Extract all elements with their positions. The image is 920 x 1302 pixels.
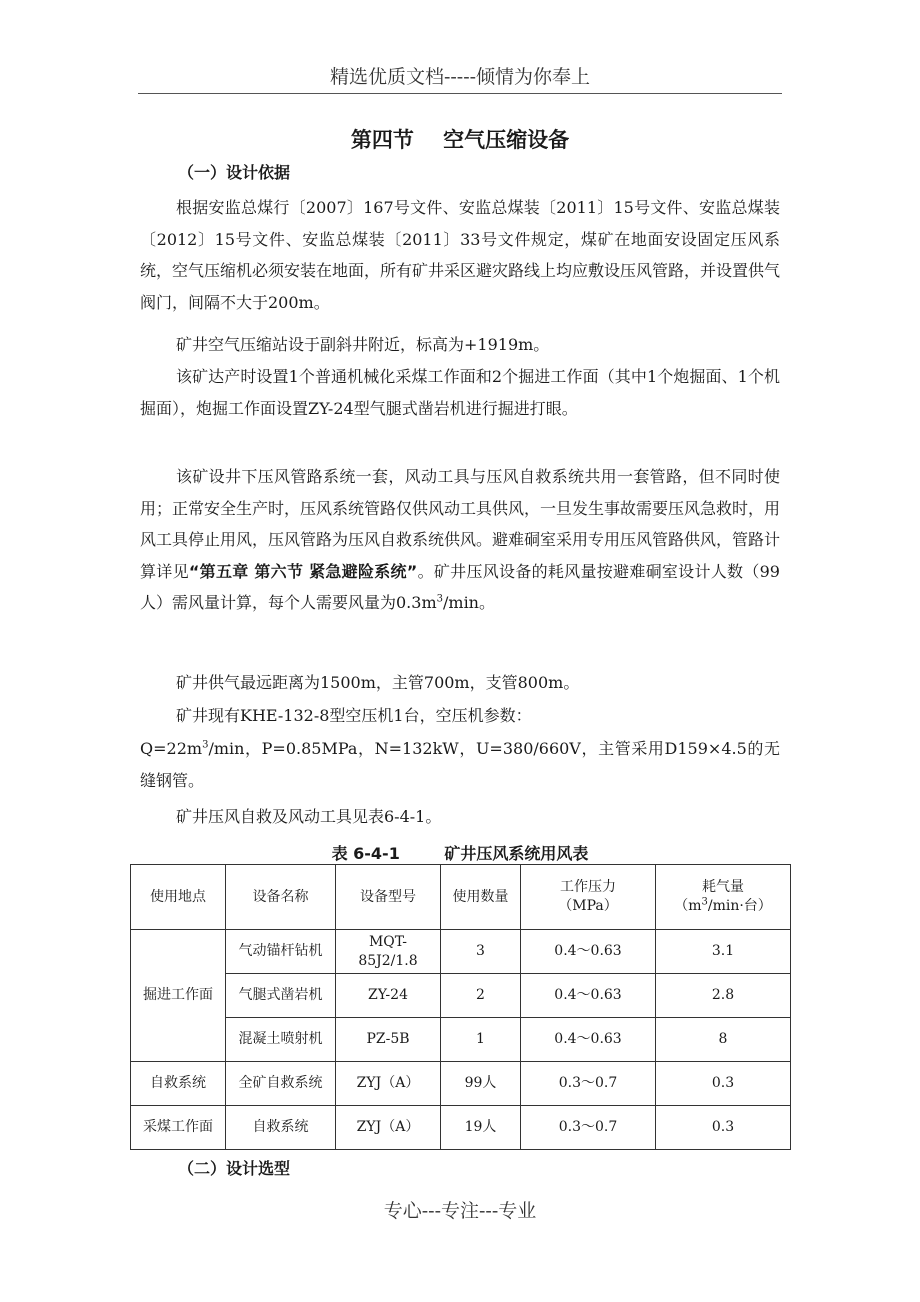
cell-quantity: 3 <box>441 930 521 974</box>
section-number: 第四节 <box>350 128 414 152</box>
cell-equipment: 全矿自救系统 <box>226 1062 336 1106</box>
cell-equipment: 气腿式凿岩机 <box>226 974 336 1018</box>
cell-pressure: 0.4～0.63 <box>521 930 656 974</box>
cell-quantity: 19人 <box>441 1106 521 1150</box>
header-location: 使用地点 <box>131 865 226 930</box>
section-name: 空气压缩设备 <box>443 128 570 152</box>
group-excavation-face: 掘进工作面 <box>131 930 226 1062</box>
paragraph-compressor-station: 矿井空气压缩站设于副斜井附近，标高为+1919m。 <box>176 335 550 354</box>
table-row <box>131 1106 791 1150</box>
cell-quantity: 99人 <box>441 1062 521 1106</box>
wind-usage-table <box>130 864 791 1150</box>
heading-design-basis: （一）设计依据 <box>178 163 291 182</box>
cell-quantity: 2 <box>441 974 521 1018</box>
table-row <box>131 974 791 1018</box>
heading-design-selection: （二）设计选型 <box>178 1159 291 1178</box>
header-pressure: 工作压力 （MPa） <box>521 865 656 930</box>
table-header-row <box>131 865 791 930</box>
cell-equipment: 自救系统 <box>226 1106 336 1150</box>
header-equipment: 设备名称 <box>226 865 336 930</box>
cell-consumption: 0.3 <box>656 1106 791 1150</box>
cell-model: MQT-85J2/1.8 <box>336 930 441 974</box>
cell-pressure: 0.3～0.7 <box>521 1062 656 1106</box>
cell-pressure: 0.4～0.63 <box>521 974 656 1018</box>
table-title: 矿井压风系统用风表 <box>444 844 589 863</box>
table-row <box>131 1018 791 1062</box>
cell-equipment: 混凝土喷射机 <box>226 1018 336 1062</box>
section-title <box>138 124 782 154</box>
cell-model: PZ-5B <box>336 1018 441 1062</box>
cell-pressure: 0.3～0.7 <box>521 1106 656 1150</box>
paragraph-working-faces: 该矿达产时设置1个普通机械化采煤工作面和2个掘进工作面（其中1个炮掘面、1个机掘面），炮掘工作面设置ZY-24型气腿式凿岩机进行掘进打眼。 <box>140 367 780 418</box>
cell-model: ZYJ（A） <box>336 1062 441 1106</box>
paragraph-regulations: 根据安监总煤行〔2007〕167号文件、安监总煤装〔2011〕15号文件、安监总煤装〔2012〕15号文件、安监总煤装〔2011〕33号文件规定，煤矿在地面安设固定压风系统，空气压缩机必须安装在地面，所有矿井采区避灾路线上均应敷设压风管路，并设置供气阀门，间隔不大于200m。 <box>140 198 781 312</box>
paragraph-pipeline-system: 该矿设井下压风管路系统一套，风动工具与压风自救系统共用一套管路，但不同时使用；正常安全生产时，压风系统管路仅供风动工具供风，一旦发生事故需要压风急救时，用风工具停止用风，压风管路为压风自救系统供风。避难硐室采用专用压风管路供风，管路计算详见“第五章 第六节 紧急避险系统”。矿井压风设备的耗风量按避难硐室设计人数（99人）需风量计算，每个人需要风量为$0.3m^3/\min$。 <box>140 467 781 612</box>
cell-model: ZYJ（A） <box>336 1106 441 1150</box>
cell-model: ZY-24 <box>336 974 441 1018</box>
cell-consumption: 2.8 <box>656 974 791 1018</box>
paragraph-supply-distance: 矿井供气最远距离为1500m，主管700m，支管800m。 <box>176 673 580 692</box>
header-rule <box>138 93 782 94</box>
cell-consumption: 0.3 <box>656 1062 791 1106</box>
cell-equipment: 气动锚杆钻机 <box>226 930 336 974</box>
cell-consumption: 3.1 <box>656 930 791 974</box>
group-mining-face: 采煤工作面 <box>131 1106 226 1150</box>
table-row <box>131 930 791 974</box>
paragraph-table-reference: 矿井压风自救及风动工具见表6-4-1。 <box>176 807 442 826</box>
header-consumption: 耗气量 （$m^3/\min\cdot$台） <box>656 865 791 930</box>
cell-quantity: 1 <box>441 1018 521 1062</box>
cell-consumption: 8 <box>656 1018 791 1062</box>
group-self-rescue: 自救系统 <box>131 1062 226 1106</box>
paragraph-existing-compressor: 矿井现有KHE-132-8型空压机1台，空压机参数： <box>176 706 532 725</box>
table-caption <box>130 841 790 864</box>
table-number: 表 6-4-1 <box>331 844 400 863</box>
header-quantity: 使用数量 <box>441 865 521 930</box>
chapter-reference: “第五章 第六节 紧急避险系统” <box>188 561 418 581</box>
paragraph-compressor-params: $Q=22m^3/\min$，P=0.85MPa，N=132kW，U=380/660V，主管采用D159×4.5的无缝钢管。 <box>140 739 780 790</box>
page-header: 精选优质文档-----倾情为你奉上 <box>329 66 591 88</box>
cell-pressure: 0.4～0.63 <box>521 1018 656 1062</box>
table-row <box>131 1062 791 1106</box>
page-footer: 专心---专注---专业 <box>383 1200 537 1222</box>
header-model: 设备型号 <box>336 865 441 930</box>
